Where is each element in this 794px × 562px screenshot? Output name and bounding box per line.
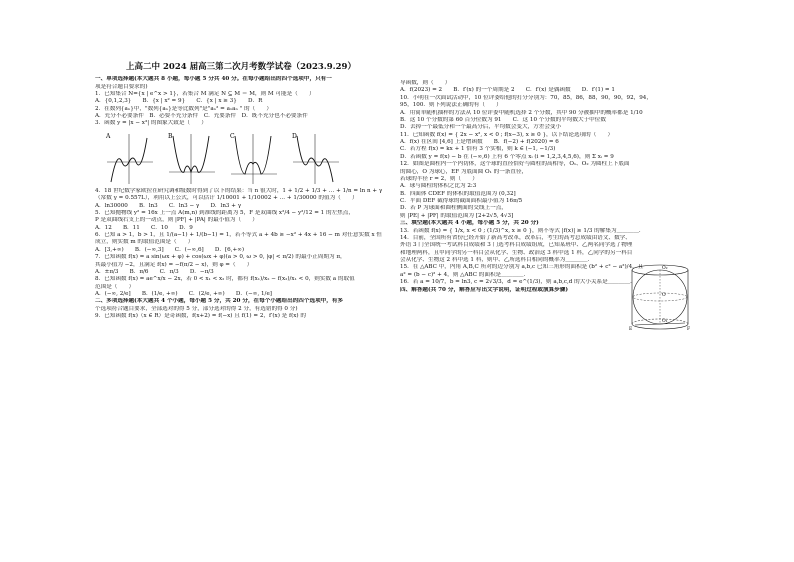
- right-text-line: 12．如图是圆柱内一个内切体，这个球的直径恰好与圆柱的高相等，O₁、O₂ 为圆柱上下底面: [400, 161, 630, 168]
- right-text-line: 导函数，则（ ）: [400, 80, 451, 86]
- left-text-line: 5．已知抛物线 y² = 16x 上一点 A(m,n) 到准线的距离为 5，F 是双曲线 x²/4 − y²/12 = 1 的左焦点，: [95, 209, 354, 216]
- left-text-line: 其最小值为 −2，且满足 f(x) = −f(π/2 − x)，则 φ =（ ）: [95, 261, 253, 268]
- right-text-line: 14．目前，全国所有省份已经开始了新高考改革，改革后，考生的高考总成绩由语文、数学、: [400, 234, 631, 241]
- left-text-line: 8．已知函数 f(x) = ae^x/x − 2x，若 0 < x₁ < x₂ 时，都有 f(x₁)/x₂ − f(x₂)/x₁ < 0，则实数 a 的取值: [95, 276, 355, 283]
- right-text-line: 则 |PE| + |PF| 的取值范围为 [2+2√5, 4√3]: [400, 212, 514, 219]
- left-text-line: P 是双曲线右支上的一动点，则 |PF| + |PA| 的最小值为（ ）: [95, 217, 258, 224]
- figure-label-e: E: [629, 327, 633, 332]
- figure-label-f: F: [687, 327, 691, 332]
- left-text-line: A．ln30000 B．ln3 C．ln3 − γ D．ln3 + γ: [95, 202, 242, 209]
- graph-option-c: [227, 130, 279, 185]
- left-text-line: A．[3,+∞) B．(−∞,3] C．(−∞,6] D．[6,+∞): [95, 246, 245, 253]
- right-text-line: 16．若 a = 10/7，b = ln3, c = 2√3/3，d = e^(1/3)，则 a,b,c,d 的大小关系是＿＿＿＿．: [400, 279, 636, 286]
- right-text-line: D．去掉一个最低分和一个最高分后，平均数会变大，方差会变小: [400, 124, 562, 131]
- left-text-line: A．±π/3 B．π/6 C．π/3 D．−π/3: [95, 268, 214, 275]
- graph-option-a: [103, 130, 155, 185]
- graph-label-a: A: [106, 132, 111, 140]
- left-text-line: 2．在数列{aₙ}中，"数列{aₙ}是等比数列"是"aₙ² = a₁aₙ " 的（ ）: [95, 105, 273, 112]
- question3-graph-options: [103, 130, 387, 185]
- right-text-line: a² = (b − c)² + 4，则 △ABC 的面积是＿＿＿＿．: [400, 271, 530, 278]
- right-text-line: 95，100．则下列说法正确的有（ ）: [400, 102, 502, 109]
- figure-label-o: O: [662, 293, 666, 298]
- left-text-line: 6．已知 a > 1，b > 1，且 1/(a−1) + 1/(b−1) = 1，若不等式 a + 4b ≥ −x² + 4x + 16 − m 对任意实数 x 恒: [95, 232, 382, 239]
- right-text-line: A．f(2023) = 2 B．f′(x) 的一个周期是 2 C．f′(x) 是偶函数 D．f′(1) = 1: [400, 87, 615, 94]
- left-questions-part2: [95, 188, 387, 321]
- left-text-line: A．(−∞, 2/e] B．(1/e, +∞) C．(2/e, +∞) D．(−∞, 1/e]: [95, 291, 272, 298]
- left-text-line: A．12 B．11 C．10 D．9: [95, 224, 193, 231]
- right-text-line: 会从化学、生物这 2 科中选 1 科，则甲、乙所选科目相同的概率为＿＿＿＿．: [400, 257, 594, 263]
- right-text-line: A．球与圆柱的体积之比为 2:3: [400, 183, 477, 190]
- right-text-line: D．若函数 y = f(x) − b 在 (−∞,6) 上有 6 个零点 xᵢ (i = 1,2,3,4,5,6)，则 Σ xᵢ = 9: [400, 153, 614, 160]
- right-text-line: 和地理两科，且甲同学的另一科目会从化学、生物、政治这 3 科中选 1 科，乙同学的另一科目: [400, 249, 633, 256]
- figure-label-o1: O₁: [662, 319, 668, 324]
- left-text-line: 项是符合题目要求的): [95, 83, 148, 90]
- graph-label-b: B: [168, 132, 173, 140]
- left-text-line: （常数 γ = 0.557L），利用以上公式，可以估计 1/10001 + 1/10002 + … + 1/30000 的值为（ ）: [95, 195, 358, 202]
- left-text-line: 范围是（ ）: [95, 283, 135, 290]
- right-text-line: B．四面体 CDEF 的体积的取值范围为 (0,32]: [400, 190, 516, 197]
- left-text-line: 4．18 世纪数学家欧拉在研究调和级数时得到了以下的结果：当 n 很大时，1 + 1/2 + 1/3 + … + 1/n = ln n + γ: [95, 187, 383, 194]
- right-text-line: C．平面 DEF 截得球的截面面积最小值为 16π/5: [400, 198, 523, 204]
- right-text-line: A．用简单随机抽样的方法从 10 位评委中随机选择 2 个分数，其中 90 分被抽中的概率都是 1/10: [400, 109, 643, 116]
- left-column: [95, 0, 387, 321]
- right-text-line: 三、填空题(本大题共 4 小题，每小题 5 分，共 20 分): [400, 220, 539, 227]
- right-text-line: C．若方程 f(x) = kx + 1 恰有 3 个实根，则 k ∈ (−1, −1/3): [400, 146, 556, 153]
- right-text-line: B．这 10 个分数的第 60 百分位数为 91 C．这 10 个分数的平均数大于中位数: [400, 116, 606, 123]
- left-text-line: 9．已知函数 f(x)（x ∈ R）是奇函数，f(x+2) = f(−x) 且 f(1) = 2，f′(x) 是 f(x) 的: [95, 313, 306, 320]
- graph-option-b: [165, 130, 217, 185]
- left-text-line: 成立，则实数 m 的取值范围是（ ）: [95, 239, 194, 246]
- left-text-line: A．充分不必要条件 B．必要不充分条件 C．充要条件 D．既不充分也不必要条件: [95, 113, 308, 120]
- right-text-line: D．若 P 为球面和圆柱侧面的交线上一点，: [400, 205, 507, 212]
- exam-title: 上高二中 2024 届高三第二次月考数学试卷（2023.9.29）: [126, 62, 356, 72]
- left-text-line: A．{0,1,2,3} B．{x | x² = 9} C．{x | x ≥ 3} D．R: [95, 98, 263, 105]
- right-text-line: 11．已知函数 f(x) = { 2x − x², x < 0 ; f(x−3), x ≥ 0 }，以下结论选项的（ ）: [400, 131, 614, 138]
- cylinder-sphere-figure: [625, 262, 695, 332]
- graph-label-d: D: [292, 132, 297, 140]
- graph-label-c: C: [230, 132, 235, 140]
- left-text-line: 个选项符合题目要求，全部选对的得 5 分，部分选对的得 2 分，有选错的得 0 分): [95, 305, 298, 312]
- graph-option-d: [289, 130, 341, 185]
- right-text-line: A．f(x) 在区间 [4,6] 上是增函数 B．f(−2) + f(2020) = 6: [400, 139, 559, 145]
- right-text-line: 若球的半径 r = 2，则（ ）: [400, 175, 478, 182]
- left-text-line: 一、单项选择题(本大题共 8 小题，每小题 5 分共 40 分。在每小题给出的四个选项中，只有一: [95, 76, 332, 83]
- right-text-line: 13．若函数 f(x) = { 1/x, x < 0 ; (1/3)^x, x ≥ 0 }，则不等式 |f(x)| ≥ 1/3 的解集为＿＿＿＿．: [400, 227, 645, 234]
- left-text-line: 1．已知集合 N={x | e^x > 1}，若集合 M 满足 N ⊆ M ＝ M，则 M 可能是（ ）: [95, 90, 315, 97]
- left-text-line: 3．函数 y = |x − x³| 的图象大致是（ ）: [95, 120, 207, 127]
- right-text-line: 的圆心，O 为球心，EF 为底面圆 O₁ 的一条直径，: [400, 168, 528, 175]
- left-text-line: 二、多项选择题(本大题共 4 个小题，每小题 5 分，共 20 分，在每个小题给出的四个选项中，有多: [95, 298, 344, 305]
- left-questions-part1: [95, 76, 387, 128]
- right-text-line: 10．小明在一次面试活动中，10 位评委给他的打分分别为：70，85，86，88，90，90，92，94，: [400, 94, 652, 101]
- right-column: [400, 0, 700, 294]
- figure-label-o2: O₂: [662, 266, 668, 271]
- left-text-line: 7．已知函数 f(x) = a sin(ωx + φ) + cos(ωx + φ)(a > 0, ω > 0, |φ| < π/2) 的最小正周期为 π，: [95, 254, 346, 261]
- right-text-line: 外语 3 门全国统一考试科目成绩和 3 门选考科目成绩组成，已知某班甲、乙两名同学选了物理: [400, 242, 633, 249]
- right-text-line: 15．在 △ABC 中，内角 A,B,C 所对的边分别为 a,b,c 已知三角形的面积是 (b² + c² − a²)/4，且: [400, 264, 644, 271]
- right-text-line: 四、解答题(共 70 分，解答应写出文字说明，证明过程或演算步骤): [400, 286, 569, 293]
